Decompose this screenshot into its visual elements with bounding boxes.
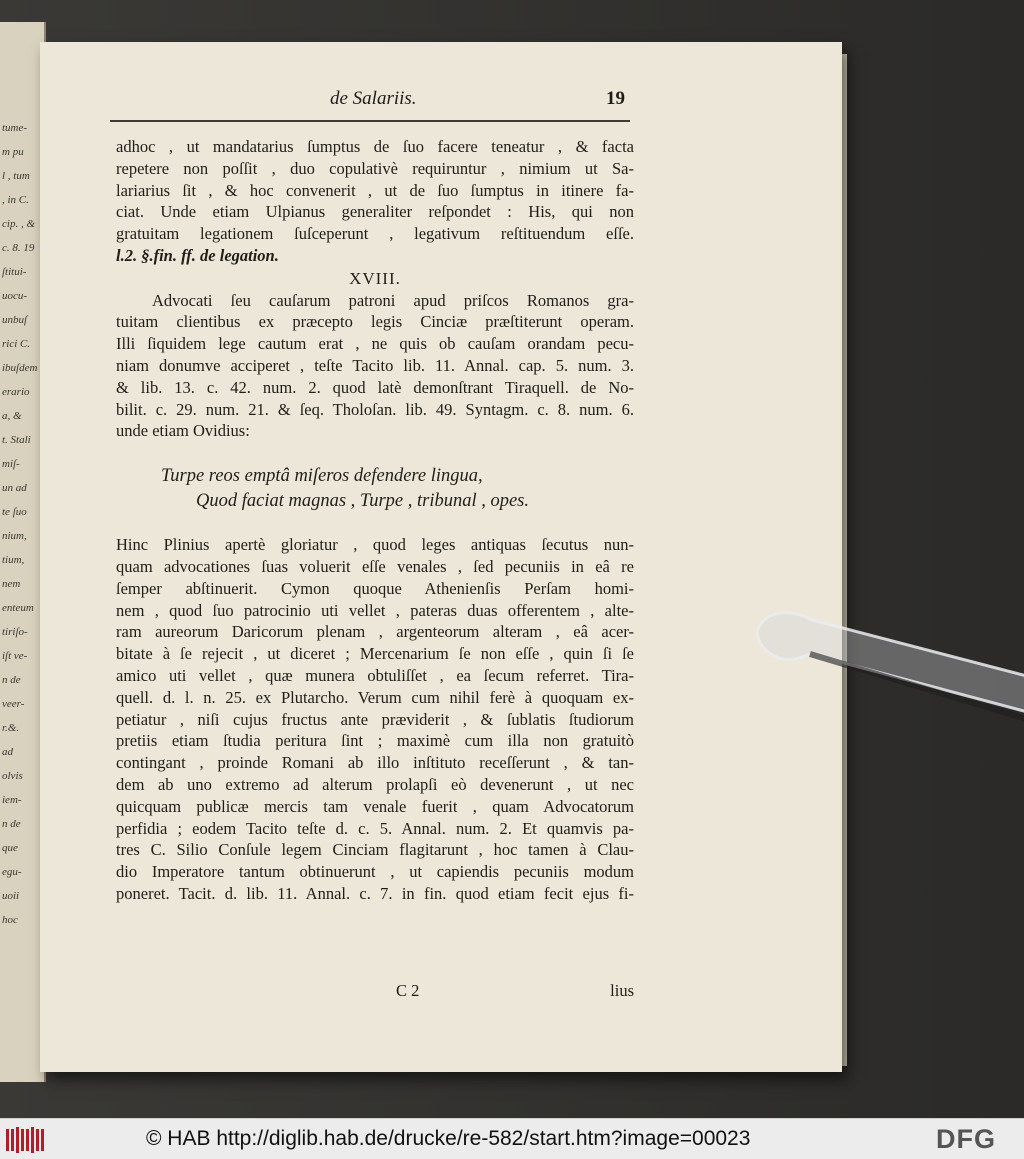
section-number: XVIII. [349,268,401,288]
text-line: amico uti vellet , quæ munera obtuliſſet , ea ſecum referret. Tira- [116,665,634,685]
left-page-fragment: uocu- [2,290,28,302]
book-page [40,42,842,1072]
left-page-fragment: tium, [2,554,25,566]
text-line: tres C. Silio Conſule legem Cinciam flagitarunt , hoc tamen à Clau- [116,840,634,860]
header-rule [110,120,630,122]
paragraph-1 [116,136,634,267]
text-line: ram aureorum Daricorum plenam , argenteorum alteram , eâ acer- [116,622,634,642]
left-page-fragment: tume- [2,122,28,134]
left-page-fragment: que [2,842,18,854]
text-line: perfidia ; eodem Tacito teſte d. c. 5. Annal. num. 2. Et quamvis pa- [116,818,634,838]
text-line: petiatur , niſi cujus fructus ante præviderit , & ſublatis ſtudiorum [116,709,634,729]
page-header [40,88,842,118]
left-page-fragment: enteum [2,602,34,614]
verse-line: Quod faciat magnas , Turpe , tribunal , opes. [196,491,530,512]
left-page-fragment: n de [2,818,21,830]
text-line: & lib. 13. c. 42. num. 2. quod latè demonſtrant Tiraquell. de No- [116,377,634,397]
paragraph-2 [116,290,634,443]
left-page-fragment: c. 8. 19 [2,242,35,254]
text-line: quam advocationes ſuas voluerit eſſe venales , ſed pecuniis in eâ re [116,556,634,576]
text-line: poneret. Tacit. d. lib. 11. Annal. c. 7. in fin. quod etiam fecit ejus fi- [116,883,634,903]
running-head: de Salariis. [330,88,417,109]
text-line: Advocati ſeu cauſarum patroni apud priſcos Romanos gra- [152,290,634,310]
left-page-fragment: egu- [2,866,22,878]
left-page-fragment: r.&. [2,722,20,734]
left-page-fragment: tiriſo- [2,626,28,638]
text-line: Hinc Plinius apertè gloriatur , quod leges antiquas ſecutus nun- [116,535,634,555]
text-line: contingant , proinde Romani ab illo inſtituto receſſerunt , & tan- [116,753,634,773]
left-page-fragment: miſ- [2,458,20,470]
left-page-fragment: nem [2,578,21,590]
text-line: lariarius ſit , & hoc convenerit , ut de ſuo ſumptus in itinere fa- [116,180,634,200]
text-line: nem , quod ſuo patrocinio uti vellet , pateras duas offerentem , alte- [116,600,634,620]
text-line: niam donumve acciperet , teſte Tacito lib. 11. Annal. cap. 5. num. 3. [116,355,634,375]
left-page-fragment: unbuſ [2,314,28,326]
left-page-fragment: veer- [2,698,25,710]
left-page-fragment: ibuſdem [2,362,38,374]
viewer-footer [0,1118,1024,1159]
text-line: dem ab uno extremo ad alterum prolapſi eò devenerunt , ut nec [116,774,634,794]
left-page-fragment: t. Stali [2,434,31,446]
left-page-fragment: iſt ve- [2,650,28,662]
text-line: adhoc , ut mandatarius ſumptus de ſuo facere teneatur , & facta [116,137,634,156]
text-line: unde etiam Ovidius: [116,421,250,441]
text-line: repetere non poſſit , duo copulativè requiruntur , nimium ut Sa- [116,158,634,178]
text-line: tuitam clientibus ex præcepto legis Cinciæ præſtiterunt operam. [116,312,634,332]
page-footer-marks [116,980,634,1004]
left-page-fragment: rici C. [2,338,31,350]
text-line: quell. d. l. n. 25. ex Plutarcho. Verum cum nihil ferè à quoquam ex- [116,687,634,707]
catchword: lius [610,981,634,1000]
left-page-fragment: uoii [2,890,20,902]
left-page-fragment: iem- [2,794,22,806]
left-page-fragment: ad [2,746,13,758]
left-page-fragment: nium, [2,530,27,542]
verse-line: Turpe reos emptâ miſeros defendere lingua, [161,466,483,487]
left-page-fragment: erario [2,386,30,398]
hab-logo-icon [6,1127,46,1153]
text-line: l.2. §.fin. ff. de legation. [116,245,279,265]
text-line: ciat. Unde etiam Ulpianus generaliter reſpondet : His, qui non [116,202,634,222]
text-line: Illi ſiquidem lege cautum erat , ne quis ob cauſam orandam pecu- [116,334,634,354]
text-line: dio Imperatore tantum obtinuerunt , ut capiendis pecuniis modum [116,862,634,882]
text-line: pretiis etiam ſtudia peritura ſint ; maximè cum illa non gratuitò [116,731,634,751]
copyright-url[interactable]: © HAB http://diglib.hab.de/drucke/re-582/start.htm?image=00023 [146,1127,751,1150]
page-body [116,136,634,1000]
left-page-fragment: n de [2,674,21,686]
dfg-logo: DFG [936,1124,996,1154]
left-page-fragment: hoc [2,914,18,926]
left-page-fragment: ſtitui- [2,266,27,278]
text-line: bitate à ſe rejecit , ut diceret ; Mercenarium ſe non eſſe , quin ſi ſe [116,644,634,664]
verse-quotation [116,464,634,514]
text-line: bilit. c. 29. num. 21. & ſeq. Tholoſan. lib. 49. Syntagm. c. 8. num. 6. [116,399,634,419]
left-page-fragment: cip. , & [2,218,35,230]
page-holder-clip [750,598,1024,738]
paragraph-3 [116,534,634,905]
text-line: ſemper abſtinuerit. Cymon quoque Athenienſis Perſam homi- [116,578,634,598]
signature-mark: C 2 [396,981,420,1000]
left-page-fragment: m pu [2,146,24,158]
left-page-fragment: te ſuo [2,506,27,518]
text-line: quicquam publicæ mercis tam venale fuerit , quam Advocatorum [116,796,634,816]
left-page-fragment: a, & [2,410,22,422]
page-number: 19 [606,88,625,109]
left-page-fragment: olvis [2,770,23,782]
left-page-fragment: un ad [2,482,27,494]
text-line: gratuitam legationem ſuſceperunt , legativum reſtituendum eſſe. [116,224,634,244]
left-page-fragment: l , tum [2,170,30,182]
left-page-fragment: , in C. [2,194,29,206]
